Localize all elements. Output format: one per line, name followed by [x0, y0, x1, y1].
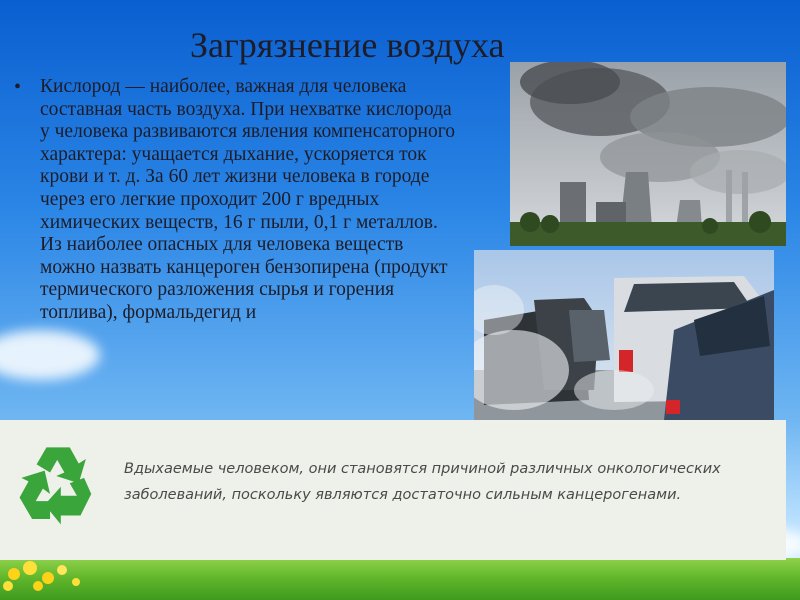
traffic-exhaust-photo	[474, 250, 774, 420]
grass-field	[0, 558, 800, 600]
bullet-marker: •	[14, 76, 22, 98]
slide-title: Загрязнение воздуха	[190, 25, 505, 65]
info-callout-text: Вдыхаемые человеком, они становятся причиной различных онкологических заболеваний, поскольку являются достаточно сильным канцерогенами.	[124, 461, 721, 503]
factory-smoke-photo	[510, 62, 786, 246]
flower-decoration	[0, 556, 90, 596]
recycle-icon	[14, 442, 104, 528]
body-paragraph: Кислород — наиболее, важная для человека составная часть воздуха. При нехватке кислорода у человека развиваются явления компенсаторного характера: учащается дыхание, ускоряется ток крови и т. д. За 60 лет жизни человека в городе через его легкие проходит 200 г вредных химических веществ, 16 г пыли, 0,1 г металлов. Из наиболее опасных для человека веществ можно назвать канцероген бензопирена (продукт термического разложения сырья и горения топлива), формальдегид и	[40, 76, 455, 323]
info-callout	[0, 420, 786, 560]
